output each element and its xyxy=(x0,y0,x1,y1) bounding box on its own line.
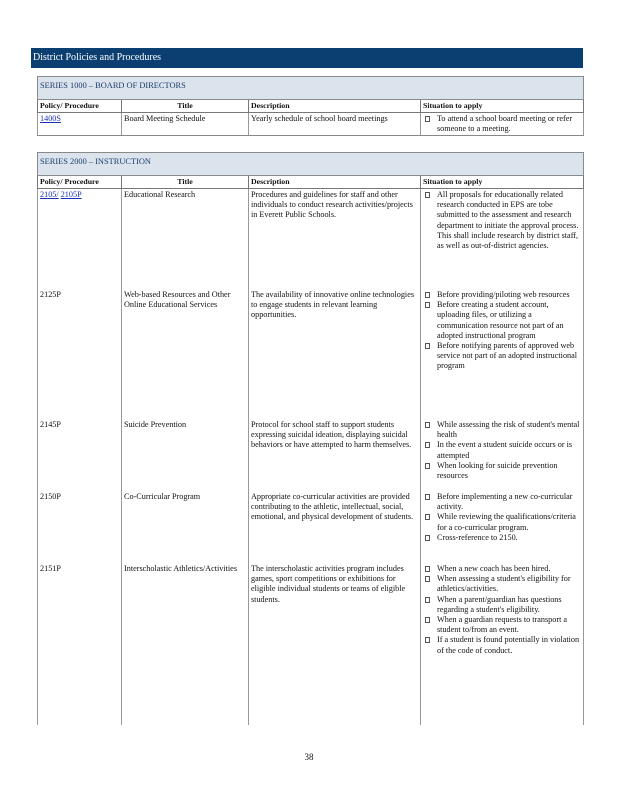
policy-code: 2125P xyxy=(38,289,122,419)
row-title: Suicide Prevention xyxy=(122,419,249,491)
series-header xyxy=(38,77,584,100)
series-2000-table xyxy=(37,152,584,725)
situation-list xyxy=(423,420,581,481)
situation-item: All proposals for educationally related research conducted in EPS are tobe submitted to the assessment and research department to initiate the approval process. This shall include research by district staff, as well as out-of-district agencies. xyxy=(423,190,581,251)
row-description: Protocol for school staff to support students expressing suicidal ideation, displaying suicidal behaviors or have attempted to harm themselves. xyxy=(249,419,421,491)
situation-item: In the event a student suicide occurs or is attempted xyxy=(423,440,581,460)
policy-code: 2150P xyxy=(38,491,122,563)
situation-item: Before creating a student account, uploading files, or utilizing a communication resource not part of an adopted instructional program xyxy=(423,300,581,341)
column-header-row xyxy=(38,176,584,189)
series-1000-table xyxy=(37,76,584,136)
situation-item: When assessing a student's eligibility for athletics/activities. xyxy=(423,574,581,594)
page-header-bar xyxy=(31,48,583,68)
row-description: Appropriate co-curricular activities are provided contributing to the athletic, intellectual, social, emotional, and physical development of students. xyxy=(249,491,421,563)
row-title: Co-Curricular Program xyxy=(122,491,249,563)
situation-item: Before notifying parents of approved web service not part of an adopted instructional program xyxy=(423,341,581,372)
table-row xyxy=(38,289,584,419)
situation-item: When a parent/guardian has questions regarding a student's eligibility. xyxy=(423,595,581,615)
series-label: SERIES 2000 – INSTRUCTION xyxy=(38,153,584,176)
row-description: Yearly schedule of school board meetings xyxy=(249,113,421,136)
page-number: 38 xyxy=(304,752,314,762)
col-header-title: Title xyxy=(122,176,249,189)
row-title: Web-based Resources and Other Online Educational Services xyxy=(122,289,249,419)
situation-item: To attend a school board meeting or refer someone to a meeting. xyxy=(423,114,581,134)
policy-link-2105p[interactable]: 2105P xyxy=(60,190,82,199)
col-header-policy: Policy/ Procedure xyxy=(38,176,122,189)
table-row xyxy=(38,113,584,136)
situation-list xyxy=(423,114,581,134)
table-row xyxy=(38,189,584,290)
table-row xyxy=(38,491,584,563)
col-header-policy: Policy/ Procedure xyxy=(38,100,122,113)
col-header-situation: Situation to apply xyxy=(421,100,584,113)
row-title: Educational Research xyxy=(122,189,249,290)
col-header-description: Description xyxy=(249,100,421,113)
header-title: District Policies and Procedures xyxy=(33,52,162,63)
row-description: Procedures and guidelines for staff and other individuals to conduct research activities/projects in Everett Public Schools. xyxy=(249,189,421,290)
table-row xyxy=(38,563,584,725)
situation-item: Before implementing a new co-curricular activity. xyxy=(423,492,581,512)
policy-link-2105[interactable]: 2105/ xyxy=(40,190,59,199)
series-header xyxy=(38,153,584,176)
situation-list xyxy=(423,190,581,251)
policy-code: 2151P xyxy=(38,563,122,725)
situation-item: When looking for suicide prevention resources xyxy=(423,461,581,481)
situation-item: When a new coach has been hired. xyxy=(423,564,581,574)
col-header-description: Description xyxy=(249,176,421,189)
table-row xyxy=(38,419,584,491)
situation-item: While assessing the risk of student's mental health xyxy=(423,420,581,440)
col-header-situation: Situation to apply xyxy=(421,176,584,189)
situation-item: Cross-reference to 2150. xyxy=(423,533,581,543)
situation-list xyxy=(423,290,581,372)
situation-item: While reviewing the qualifications/criteria for a co-curricular program. xyxy=(423,512,581,532)
situation-item: Before providing/piloting web resources xyxy=(423,290,581,300)
col-header-title: Title xyxy=(122,100,249,113)
row-title: Interscholastic Athletics/Activities xyxy=(122,563,249,725)
column-header-row xyxy=(38,100,584,113)
policy-link-1400s[interactable]: 1400S xyxy=(40,114,61,123)
situation-item: When a guardian requests to transport a student to/from an event. xyxy=(423,615,581,635)
policy-code: 2145P xyxy=(38,419,122,491)
situation-item: If a student is found potentially in violation of the code of conduct. xyxy=(423,635,581,655)
row-title: Board Meeting Schedule xyxy=(122,113,249,136)
series-label: SERIES 1000 – BOARD OF DIRECTORS xyxy=(38,77,584,100)
situation-list xyxy=(423,564,581,656)
row-description: The availability of innovative online technologies to engage students in relevant learning opportunities. xyxy=(249,289,421,419)
row-description: The interscholastic activities program includes games, sport competitions or exhibitions for eligible individual students or teams of eligible students. xyxy=(249,563,421,725)
situation-list xyxy=(423,492,581,543)
